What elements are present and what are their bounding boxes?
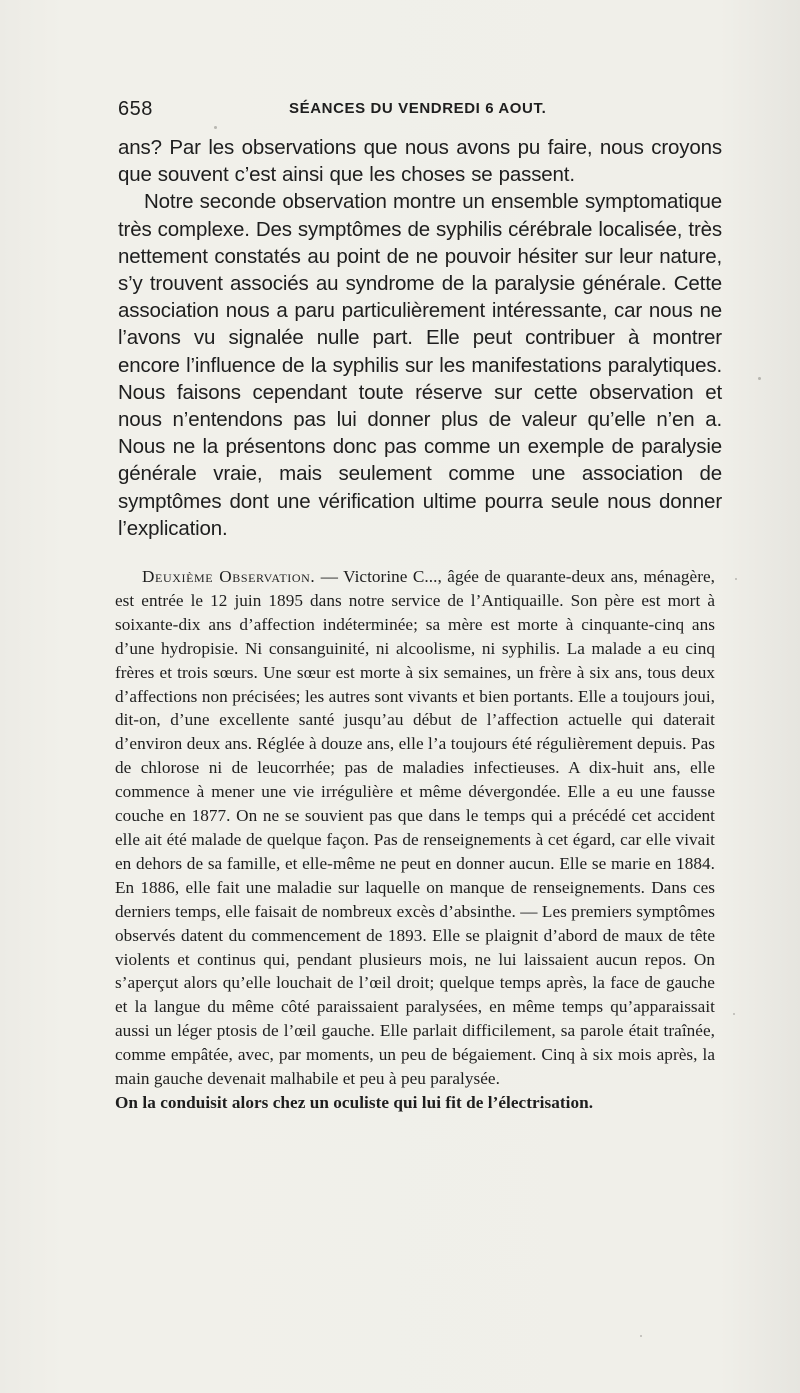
page-header bbox=[118, 98, 718, 128]
observation-body: — Victorine C..., âgée de quarante-deux ans, ménagère, est entrée le 12 juin 1895 dans notre service de l’Antiquaille. Son père est mort à soixante-dix ans d’affection indéterminée; sa mère est morte à cinquante-cinq ans d’une hydropisie. Ni consanguinité, ni alcoolisme, ni syphilis. La malade a eu cinq frères et trois sœurs. Une sœur est morte à six semaines, un frère à six ans, tous deux d’affections non précisées; les autres sont vivants et bien portants. Elle a toujours joui, dit-on, d’une excellente santé jusqu’au début de l’affection actuelle qui daterait d’environ deux ans. Réglée à douze ans, elle l’a toujours été régulièrement depuis. Pas de chlorose ni de leucorrhée; pas de maladies infectieuses. A dix-huit ans, elle commence à mener une vie irrégulière et même dévergondée. Elle a eu une fausse couche en 1877. On ne se souvient pas que dans le temps qui a précédé cet accident elle ait été malade de quelque façon. Pas de renseignements à cet égard, car elle vivait en dehors de sa famille, et elle-même ne peut en donner aucun. Elle se marie en 1884. En 1886, elle fait une maladie sur laquelle on manque de renseignements. Dans ces derniers temps, elle faisait de nombreux excès d’absinthe. — Les premiers symptômes observés datent du commencement de 1893. Elle se plaignit d’abord de maux de tête violents et continus qui, pendant plusieurs mois, ne lui laissaient aucun repos. On s’aperçut alors qu’elle louchait de l’œil droit; quelque temps après, la face de gauche et la langue du même côté paraissaient paralysées, en même temps qu’apparaissait aussi un léger ptosis de l’œil gauche. Elle parlait difficilement, sa parole était traînée, comme empâtée, avec, par moments, un peu de bégaiement. Cinq à six mois après, la main gauche devenait malhabile et peu à peu paralysée. bbox=[115, 567, 716, 1089]
print-speck bbox=[733, 1013, 735, 1015]
observation-heading: Deuxième Observation. bbox=[142, 567, 316, 586]
print-speck bbox=[640, 1335, 642, 1337]
page-number: 658 bbox=[118, 98, 153, 120]
running-head: SÉANCES DU VENDREDI 6 AOUT. bbox=[289, 100, 547, 117]
print-speck bbox=[735, 578, 737, 580]
observation-section bbox=[115, 565, 715, 1115]
intro-paragraph-2: Notre seconde observation montre un ensemble symptomatique très complexe. Des symptômes de syphilis cérébrale localisée, très nettement constatés au point de ne pouvoir hésiter sur leur nature, s’y trouvent associés au syndrome de la paralysie générale. Cette association nous a paru particulièrement intéressante, car nous ne l’avons vu signalée nulle part. Elle peut contribuer à montrer encore l’influence de la syphilis sur les manifestations paralytiques. Nous faisons cependant toute réserve sur cette observation et nous n’entendons pas lui donner plus de valeur qu’elle n’en a. Nous ne la présentons donc pas comme un exemple de paralysie générale vraie, mais seulement comme une association de symptômes dont une vérification ultime pourra seule nous donner l’explication. bbox=[118, 190, 722, 540]
observation-last-line: On la conduisit alors chez un oculiste qui lui fit de l’électrisation. bbox=[115, 1092, 594, 1112]
intro-paragraph-1: ans? Par les observations que nous avons pu faire, nous croyons que souvent c’est ainsi que les choses se passent. bbox=[118, 136, 722, 187]
print-speck bbox=[214, 126, 217, 129]
print-speck bbox=[758, 377, 761, 380]
intro-text bbox=[118, 134, 722, 542]
observation-paragraph bbox=[115, 565, 715, 1091]
